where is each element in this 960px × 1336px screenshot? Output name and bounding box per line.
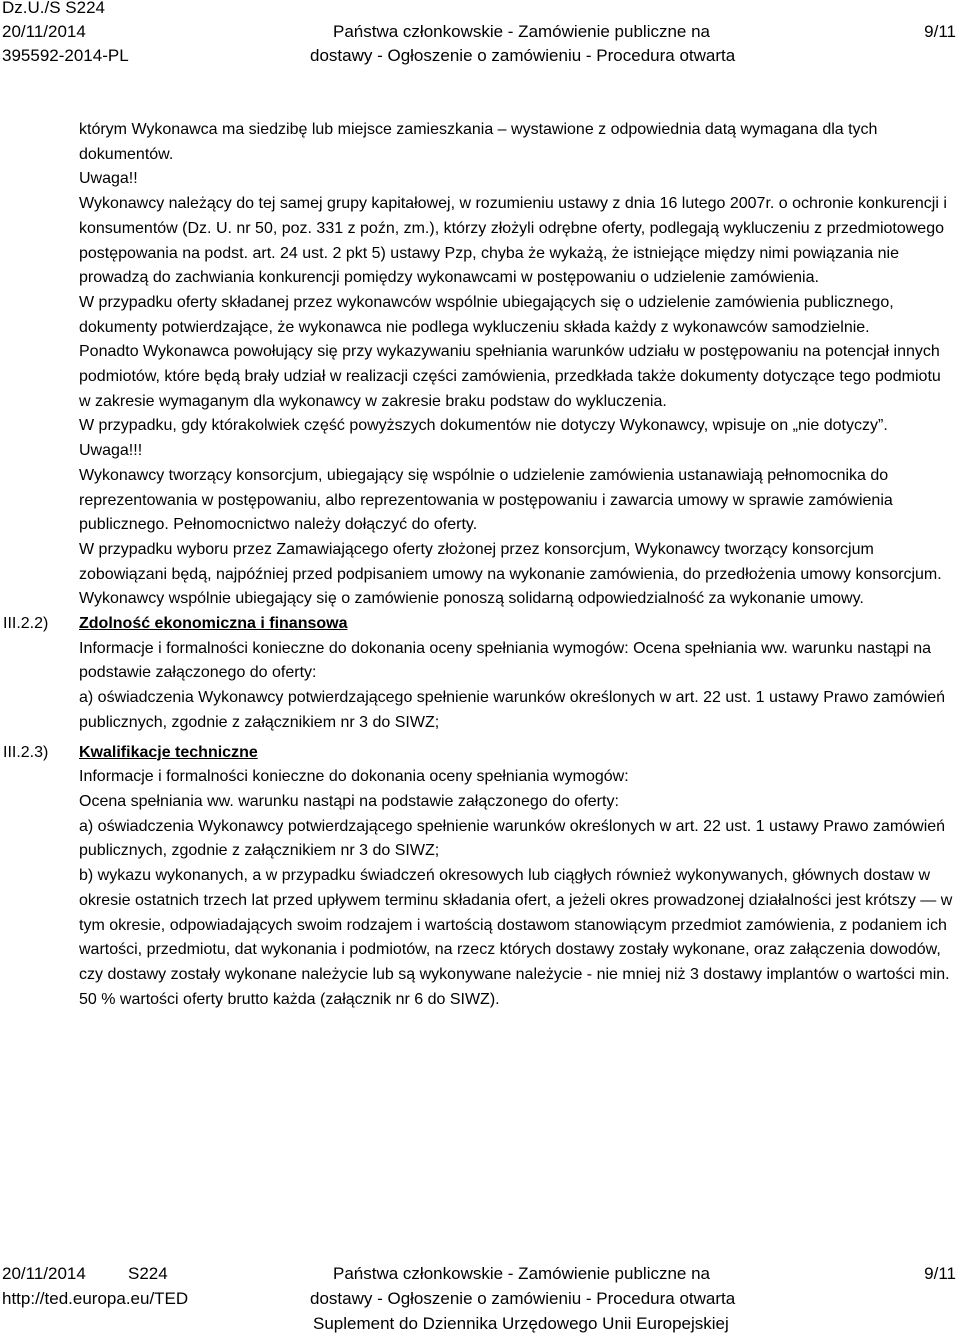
body-paragraph-8: Wykonawcy tworzący konsorcjum, ubiegający się wspólnie o udzielenie zamówienia ustanawiają pełnomocnika do reprezentowania w postępowaniu, albo reprezentowania w postępowaniu i zawarcia umowy w sprawie zamówienia publicznego. Pełnomocnictwo należy dołączyć do oferty. [79,466,893,534]
section-text: Informacje i formalności konieczne do dokonania oceny spełniania wymogów: Ocena spełniania ww. warunku nastąpi na podstawie załączonego do oferty: [79,639,932,682]
section-text: a) oświadczenia Wykonawcy potwierdzającego spełnienie warunków określonych w art. 22 ust. 1 ustawy Prawo zamówień publicznych, zgodnie z załącznikiem nr 3 do SIWZ; [79,817,946,860]
section-text: Informacje i formalności konieczne do dokonania oceny spełniania wymogów: [79,768,629,786]
section-technical-qualifications [3,741,955,1013]
footer-title-line1: Państwa członkowskie - Zamówienie publiczne na [333,1264,711,1283]
header-date: 20/11/2014 [2,22,86,41]
section-text: a) oświadczenia Wykonawcy potwierdzającego spełnienie warunków określonych w art. 22 ust. 1 ustawy Prawo zamówień publicznych, zgodnie z załącznikiem nr 3 do SIWZ; [79,689,946,731]
section-number: III.2.3) [3,743,49,761]
body-paragraph-5: Ponadto Wykonawca powołujący się przy wykazywaniu spełniania warunków udziału w postępowaniu na potencjał innych podmiotów, które będą brały udział w realizacji części zamówienia, przedkłada także dokumenty dotyczące tego podmiotu w zakresie wymaganym dla wykonawcy w zakresie braku podstaw do wykluczenia. [79,343,941,410]
body-paragraph-3: Wykonawcy należący do tej samej grupy kapitałowej, w rozumieniu ustawy z dnia 16 lutego 2007r. o ochronie konkurencji i konsumentów (Dz. U. nr 50, poz. 331 z poźn, zm.), którzy złożyli odrębne oferty, podlegają wykluczeniu z przedmiotowego postępowania na podst. art. 24 ust. 2 pkt 5) ustawy Pzp, chyba że wykażą, że istniejące między nimi powiązania nie prowadzą do zachwiania konkurencji pomiędzy wykonawcami w postępowaniu o udzielenie zamówienia. [79,195,947,287]
body-paragraph-10: Wykonawcy wspólnie ubiegający się o zamówienie ponoszą solidarną odpowiedzialność za wykonanie umowy. [79,590,864,608]
body-paragraph-2: Uwaga!! [79,170,138,188]
section-title: Zdolność ekonomiczna i finansowa [79,615,348,633]
body-paragraph-4: W przypadku oferty składanej przez wykonawców wspólnie ubiegających się o udzielenie zamówienia publicznego, dokumenty potwierdzające, że wykonawca nie podlega wykluczeniu składa każdy z wykonawców samodzielnie. [79,293,894,336]
page-header [0,0,960,70]
section-number: III.2.2) [3,615,49,633]
section-title: Kwalifikacje techniczne [79,743,258,761]
page-footer [0,1262,960,1334]
section-economic-capacity [3,612,955,736]
body-paragraph-7: Uwaga!!! [79,442,143,460]
section-text: b) wykazu wykonanych, a w przypadku świadczeń okresowych lub ciągłych również wykonywanych, głównych dostaw w okresie ostatnich trzech lat przed upływem terminu składania ofert, a jeżeli okres prowadzonej działalności jest krótszy — w tym okresie, odpowiadających swoim rodzajem i wartością dostawom stanowiącym przedmiot zamówienia, z podaniem ich wartości, przedmiotu, dat wykonania i podmiotów, na rzecz których dostawy zostały wykonane, oraz załączenia dowodów, czy dostawy zostały wykonane należycie lub są wykonywane należycie - nie mniej niż 3 dostawy implantów o wartości min. 50 % wartości oferty brutto każda (załącznik nr 6 do SIWZ). [79,867,953,1008]
notice-ref: 395592-2014-PL [2,46,129,65]
section-text: Ocena spełniania ww. warunku nastąpi na podstawie załączonego do oferty: [79,792,619,810]
footer-date: 20/11/2014 [2,1264,86,1283]
journal-id: Dz.U./S S224 [2,0,105,17]
body-paragraph-1: którym Wykonawca ma siedzibę lub miejsce zamieszkania – wystawione z odpowiednia datą wymagana dla tych dokumentów. [79,121,878,163]
header-title-line1: Państwa członkowskie - Zamówienie publiczne na [333,22,711,41]
document-body [3,118,955,1012]
footer-url-link[interactable]: http://ted.europa.eu/TED [2,1289,189,1308]
body-paragraph-6: W przypadku, gdy którakolwiek część powyższych dokumentów nie dotyczy Wykonawcy, wpisuje on „nie dotyczy”. [79,417,888,435]
footer-series: S224 [128,1264,168,1283]
header-title-line2: dostawy - Ogłoszenie o zamówieniu - Procedura otwarta [310,46,736,65]
body-paragraph-9: W przypadku wyboru przez Zamawiającego oferty złożonej przez konsorcjum, Wykonawcy tworzący konsorcjum zobowiązani będą, najpóźniej przed podpisaniem umowy na wykonanie zamówienia, do przedłożenia umowy konsorcjum. [79,540,942,583]
footer-page-number: 9/11 [924,1264,956,1283]
footer-title-line2: dostawy - Ogłoszenie o zamówieniu - Procedura otwarta [310,1289,736,1308]
footer-supplement: Suplement do Dziennika Urzędowego Unii Europejskiej [313,1314,729,1333]
header-page-number: 9/11 [924,22,956,41]
